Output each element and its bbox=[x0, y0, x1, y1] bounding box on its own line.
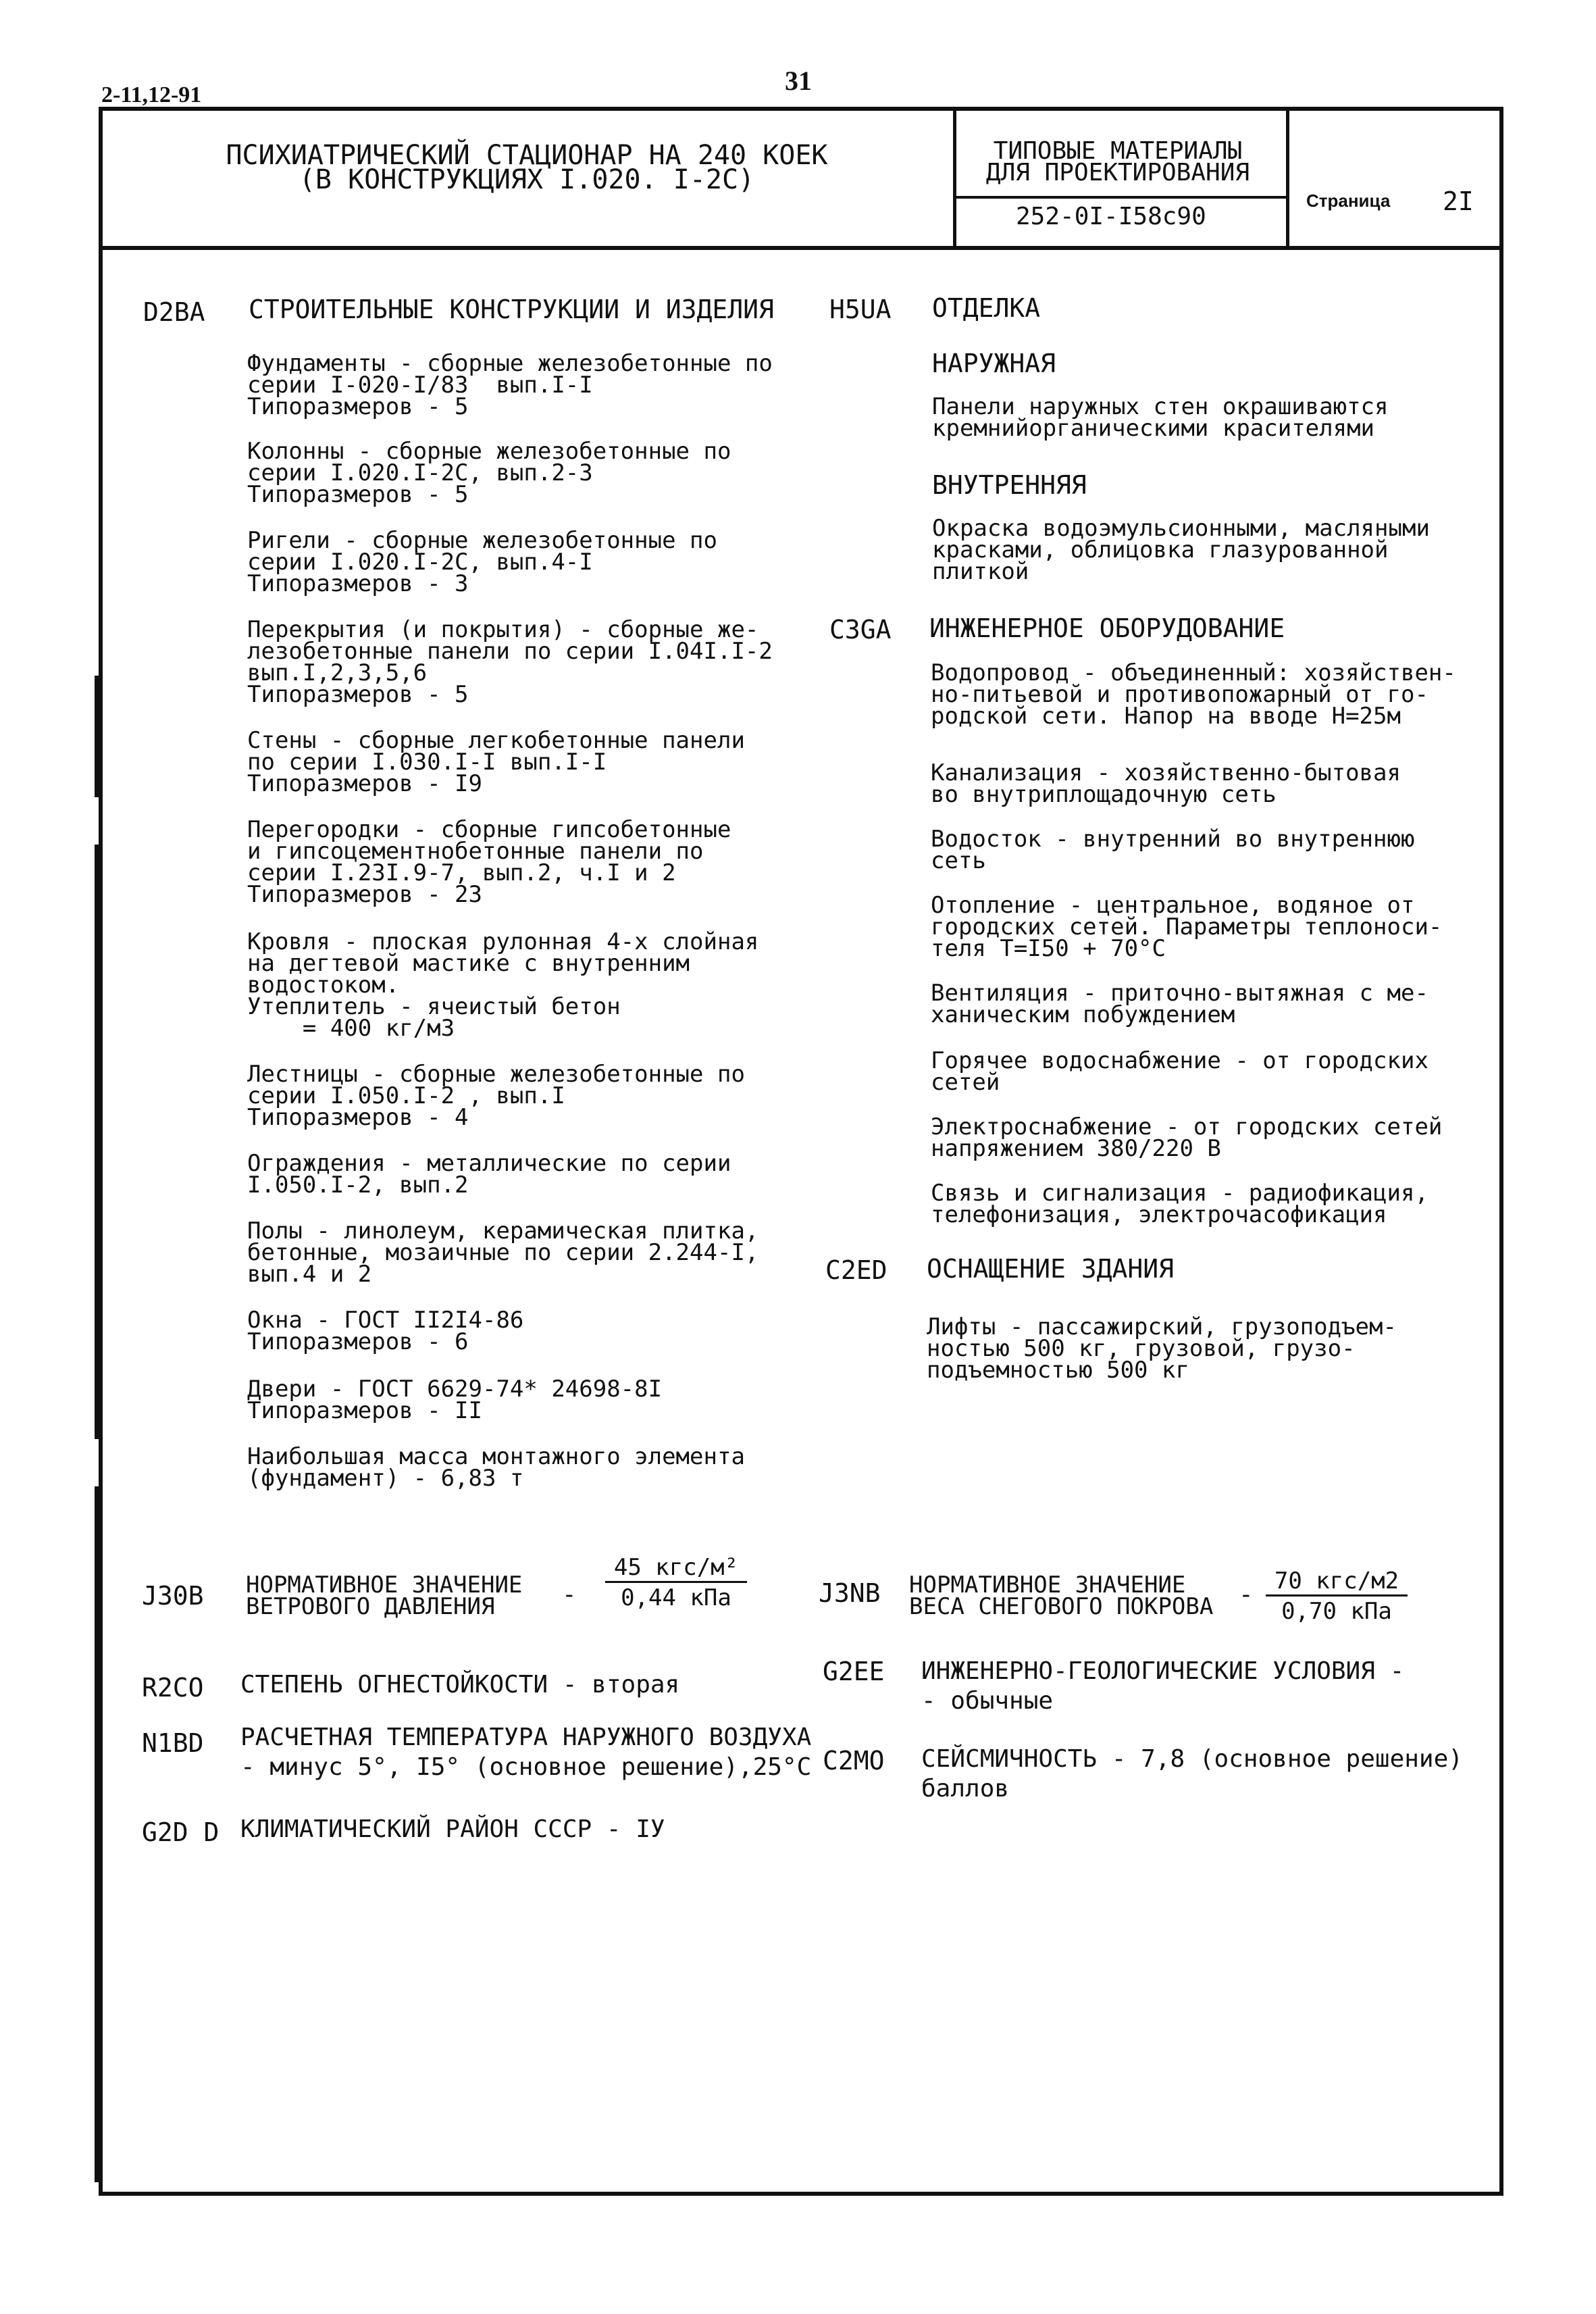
geological-conditions: ИНЖЕНЕРНО-ГЕОЛОГИЧЕСКИЕ УСЛОВИЯ - - обычные bbox=[921, 1657, 1405, 1715]
snow-dash: - bbox=[1239, 1581, 1254, 1609]
paragraph-exterior: Панели наружных стен окрашиваются кремнийорганическими красителями bbox=[932, 393, 1389, 442]
header-title-line1: ПСИХИАТРИЧЕСКИЙ СТАЦИОНАР НА 240 КОЕК bbox=[226, 140, 828, 171]
list-item: Перегородки - сборные гипсобетонные и гипсоцементнобетонные панели по серии I.23I.9-7, вып.2, ч.I и 2 Типоразмеров - 23 bbox=[247, 816, 731, 908]
list-item: Водосток - внутренний во внутреннюю сеть bbox=[931, 826, 1415, 874]
page-number: 2I bbox=[1443, 186, 1474, 216]
list-item: Двери - ГОСТ 6629-74* 24698-8I Типоразмеров - II bbox=[247, 1376, 663, 1424]
header-divider bbox=[99, 246, 1503, 250]
margin-mark bbox=[95, 676, 99, 797]
wind-pressure-label: НОРМАТИВНОЕ ЗНАЧЕНИЕ ВЕТРОВОГО ДАВЛЕНИЯ bbox=[246, 1571, 523, 1620]
header-materials bbox=[966, 137, 1270, 186]
list-item: Водопровод - объединенный: хозяйствен- но-питьевой и противопожарный от го- родской сети. Напор на вводе H=25м bbox=[931, 659, 1456, 730]
wind-pressure-numerator: 45 кгс/м² bbox=[605, 1554, 747, 1583]
snow-load-denominator: 0,70 кПа bbox=[1281, 1598, 1392, 1625]
section-code-c2mo: C2MO bbox=[823, 1746, 885, 1776]
margin-mark bbox=[95, 845, 99, 1439]
sheet-number: 31 bbox=[785, 66, 812, 96]
list-item: Лестницы - сборные железобетонные по серии I.050.I-2 , вып.I Типоразмеров - 4 bbox=[247, 1061, 745, 1131]
seismicity: СЕЙСМИЧНОСТЬ - 7,8 (основное решение) баллов bbox=[921, 1745, 1463, 1803]
climate-region: КЛИМАТИЧЕСКИЙ РАЙОН СССР - IУ bbox=[240, 1815, 665, 1843]
header-title-line2: (В КОНСТРУКЦИЯХ I.020. I-2C) bbox=[299, 164, 755, 195]
section-code-n1bd: N1BD bbox=[142, 1728, 204, 1758]
section-code-g2dd: G2D D bbox=[142, 1817, 220, 1847]
wind-pressure-value bbox=[605, 1554, 747, 1611]
list-item: Фундаменты - сборные железобетонные по серии I-020-I/83 вып.I-I Типоразмеров - 5 bbox=[247, 350, 773, 420]
section-heading-engineering: ИНЖЕНЕРНОЕ ОБОРУДОВАНИЕ bbox=[929, 613, 1285, 643]
list-item: Ограждения - металлические по серии I.050.I-2, вып.2 bbox=[247, 1150, 731, 1199]
wind-pressure-denominator: 0,44 кПа bbox=[621, 1584, 731, 1611]
list-item: Окна - ГОСТ II2I4-86 Типоразмеров - 6 bbox=[247, 1307, 524, 1355]
header-materials-line2: ДЛЯ ПРОЕКТИРОВАНИЯ bbox=[985, 159, 1250, 186]
section-code-d2ba: D2BA bbox=[143, 297, 205, 327]
paragraph-elevators: Лифты - пассажирский, грузоподъем- ностью 500 кг, грузовой, грузо- подъемностью 500 кг bbox=[927, 1313, 1397, 1384]
list-item: Электроснабжение - от городских сетей напряжением 380/220 B bbox=[931, 1113, 1443, 1162]
list-item: Горячее водоснабжение - от городских сетей bbox=[931, 1047, 1428, 1096]
list-item: Перекрытия (и покрытия) - сборные же- лезобетонные панели по серии I.04I.I-2 вып.I,2,3,5,6 Типоразмеров - 5 bbox=[247, 616, 773, 708]
series-code: 2-11,12-91 bbox=[101, 82, 202, 107]
project-code: 252-0I-I58c90 bbox=[1016, 203, 1206, 230]
section-code-c2ed: C2ED bbox=[825, 1255, 887, 1285]
list-item: Наибольшая масса монтажного элемента (фундамент) - 6,83 т bbox=[247, 1443, 745, 1492]
page-label: Страница bbox=[1306, 191, 1391, 211]
section-code-h5ua: H5UA bbox=[829, 295, 892, 324]
snow-load-numerator: 70 кгс/м2 bbox=[1266, 1567, 1408, 1596]
wind-dash: - bbox=[562, 1581, 577, 1609]
fire-resistance: СТЕПЕНЬ ОГНЕСТОЙКОСТИ - вторая bbox=[240, 1671, 680, 1699]
section-code-j3nb: J3NB bbox=[819, 1578, 881, 1608]
snow-load-value bbox=[1266, 1567, 1408, 1625]
list-item: Вентиляция - приточно-вытяжная с ме- ханическим побуждением bbox=[931, 980, 1428, 1028]
header-materials-line1: ТИПОВЫЕ МАТЕРИАЛЫ bbox=[993, 137, 1243, 165]
margin-mark bbox=[95, 1486, 99, 2182]
list-item: Отопление - центральное, водяное от городских сетей. Параметры теплоноси- теля T=I50 + 70°C bbox=[931, 892, 1443, 962]
section-code-j30b: J30B bbox=[142, 1581, 204, 1611]
section-code-c3ga: C3GA bbox=[829, 615, 892, 645]
header-materials-divider bbox=[953, 196, 1286, 199]
section-code-r2co: R2CO bbox=[142, 1673, 204, 1703]
snow-load-label: НОРМАТИВНОЕ ЗНАЧЕНИЕ ВЕСА СНЕГОВОГО ПОКРОВА bbox=[909, 1571, 1214, 1620]
section-heading-construction: СТРОИТЕЛЬНЫЕ КОНСТРУКЦИИ И ИЗДЕЛИЯ bbox=[249, 295, 774, 324]
section-heading-equipment: ОСНАЩЕНИЕ ЗДАНИЯ bbox=[927, 1254, 1175, 1284]
list-item: Связь и сигнализация - радиофикация, телефонизация, электрочасофикация bbox=[931, 1180, 1428, 1228]
list-item: Колонны - сборные железобетонные по серии I.020.I-2C, вып.2-3 Типоразмеров - 5 bbox=[247, 438, 731, 508]
subheading-interior: ВНУТРЕННЯЯ bbox=[932, 470, 1087, 500]
list-item: Ригели - сборные железобетонные по серии I.020.I-2C, вып.4-I Типоразмеров - 3 bbox=[247, 527, 717, 597]
outdoor-temperature: РАСЧЕТНАЯ ТЕМПЕРАТУРА НАРУЖНОГО ВОЗДУХА - минус 5°, I5° (основное решение),25°C bbox=[240, 1724, 812, 1781]
list-item: Полы - линолеум, керамическая плитка, бетонные, мозаичные по серии 2.244-I, вып.4 и 2 bbox=[247, 1217, 759, 1288]
section-code-g2ee: G2EE bbox=[823, 1657, 885, 1686]
list-item: Кровля - плоская рулонная 4-х слойная на дегтевой мастике с внутренним водостоком. Утеплитель - ячеистый бетон = 400 кг/м3 bbox=[247, 928, 759, 1042]
subheading-exterior: НАРУЖНАЯ bbox=[932, 349, 1056, 378]
list-item: Стены - сборные легкобетонные панели по серии I.030.I-I вып.I-I Типоразмеров - I9 bbox=[247, 727, 745, 797]
header-title bbox=[155, 140, 898, 195]
list-item: Канализация - хозяйственно-бытовая во внутриплощадочную сеть bbox=[931, 759, 1401, 808]
section-heading-finishing: ОТДЕЛКА bbox=[932, 293, 1041, 323]
paragraph-interior: Окраска водоэмульсионными, масляными красками, облицовка глазурованной плиткой bbox=[932, 515, 1430, 585]
